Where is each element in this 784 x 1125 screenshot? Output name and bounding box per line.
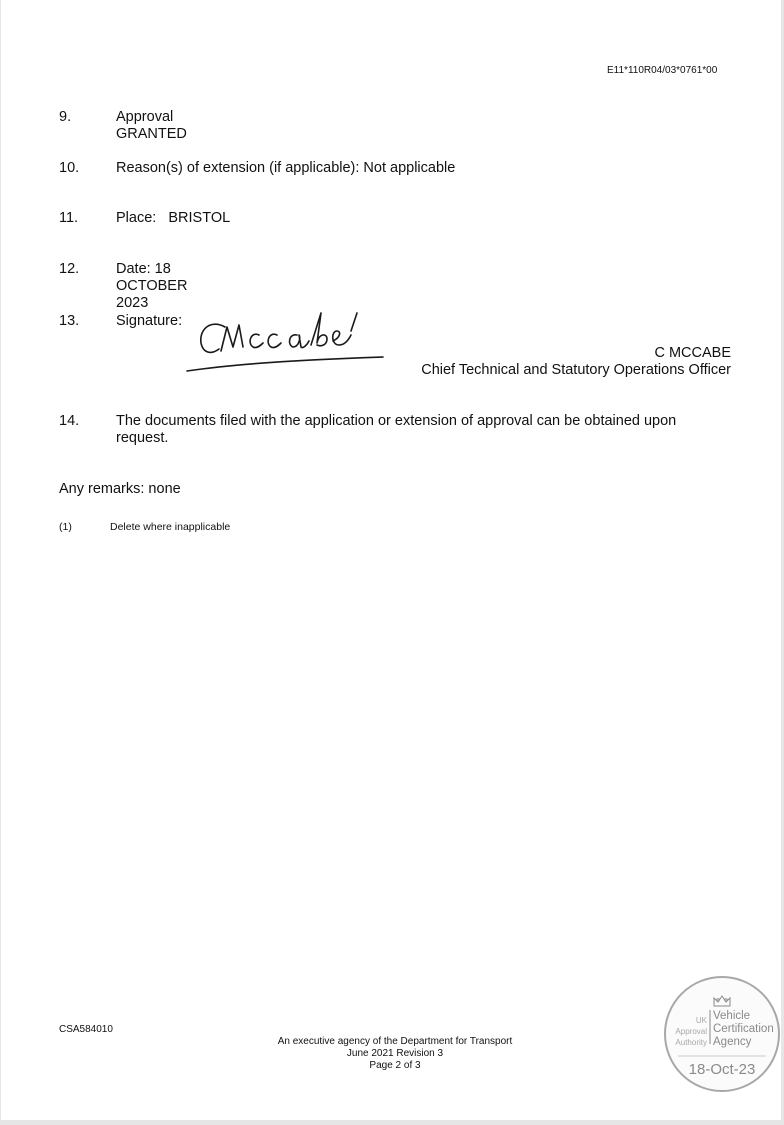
- form-code: CSA584010: [59, 1024, 113, 1035]
- item-number: 13.: [59, 313, 80, 329]
- item-number: 10.: [59, 160, 80, 176]
- stamp-certification: Certification: [713, 1023, 774, 1035]
- item-number: 12.: [59, 261, 80, 277]
- footer-revision: June 2021 Revision 3: [346, 1048, 444, 1059]
- item-number: 9.: [59, 109, 72, 125]
- footnote-text: Delete where inapplicable: [110, 521, 231, 533]
- item-text: Approval GRANTED: [116, 109, 187, 142]
- footer-page-number: Page 2 of 3: [369, 1060, 421, 1071]
- remarks: Any remarks: none: [59, 481, 181, 497]
- stamp-vehicle: Vehicle: [713, 1010, 751, 1022]
- item-text: Signature:: [116, 313, 183, 329]
- document-reference: E11*110R04/03*0761*00: [607, 65, 718, 76]
- page-footer: [245, 1036, 545, 1072]
- signer-block: [421, 345, 731, 379]
- document-page: [1, 0, 781, 1120]
- stamp-authority: Authority: [675, 1038, 707, 1047]
- footnote-mark: (1): [59, 521, 72, 533]
- item-text: Place: BRISTOL: [116, 210, 231, 226]
- item-number: 11.: [59, 210, 79, 226]
- handwritten-signature: [181, 305, 391, 380]
- stamp-date: 18-Oct-23: [688, 1061, 756, 1078]
- stamp-approval: Approval: [675, 1027, 707, 1036]
- item-text: The documents filed with the application or extension of approval can be obtained upon request.: [116, 413, 677, 446]
- item-number: 14.: [59, 413, 80, 429]
- item-text: Date: 18 OCTOBER 2023: [116, 261, 188, 311]
- stamp-uk: UK: [695, 1016, 707, 1025]
- vca-stamp: [662, 974, 782, 1094]
- stamp-agency: Agency: [713, 1036, 752, 1048]
- signer-title: Chief Technical and Statutory Operations Officer: [421, 362, 731, 378]
- signer-name: C MCCABE: [654, 345, 731, 361]
- item-text: Reason(s) of extension (if applicable): Not applicable: [116, 160, 456, 176]
- footer-agency: An executive agency of the Department for Transport: [277, 1036, 513, 1047]
